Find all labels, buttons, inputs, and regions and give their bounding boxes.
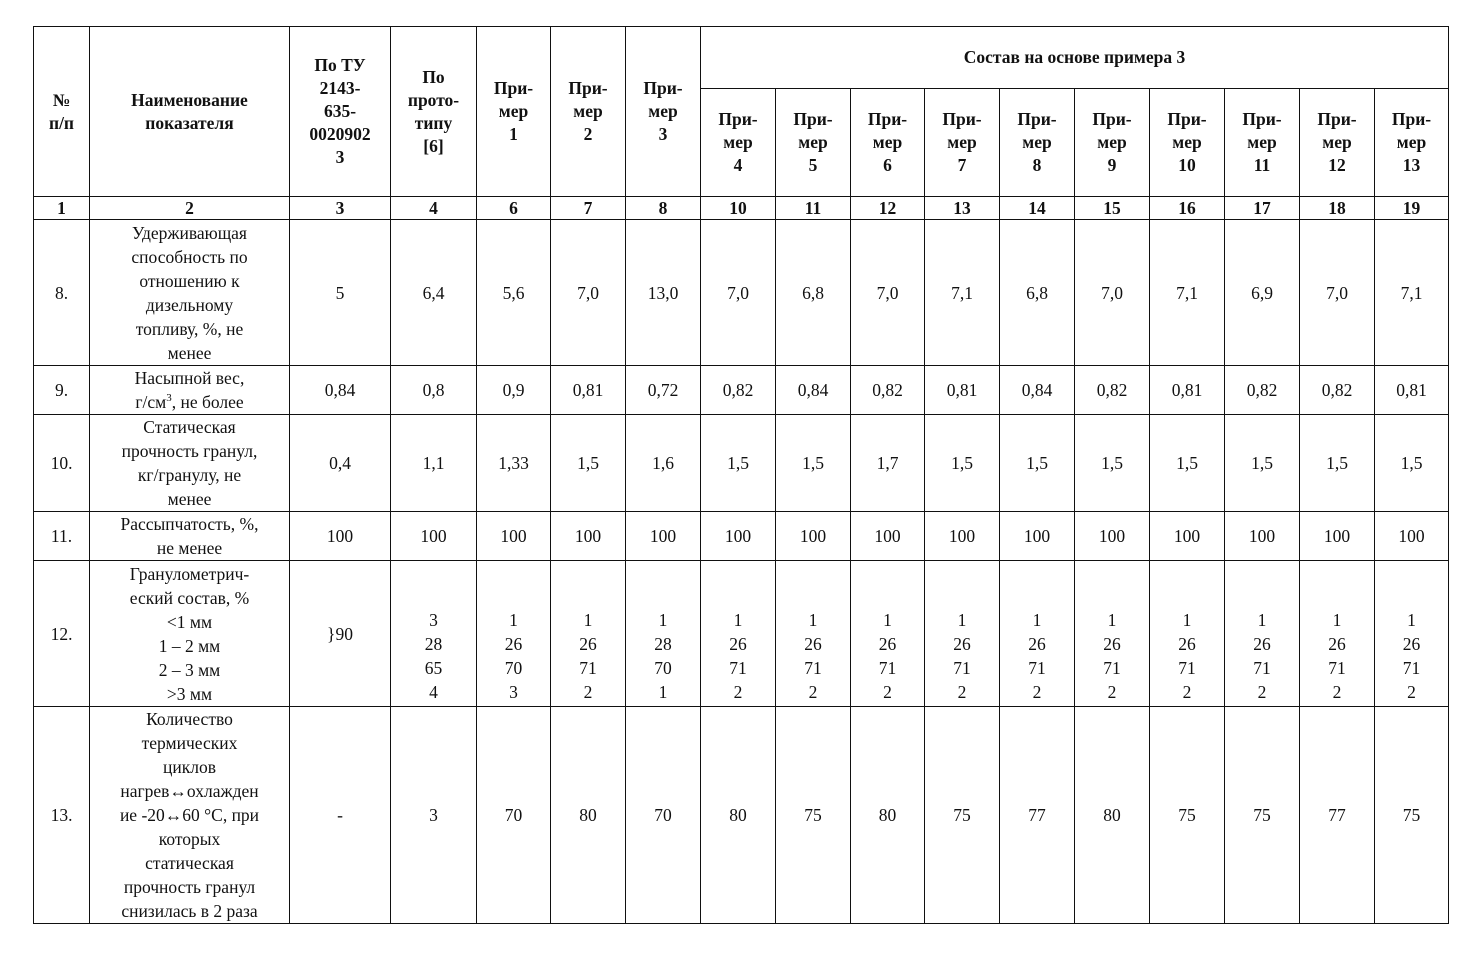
indicator-name: Гранулометрич- еский состав, % <1 мм 1 – 2 мм 2 – 3 мм >3 мм (90, 561, 290, 707)
table-cell: 0,84 (1000, 366, 1075, 415)
table-cell: 1 26 71 2 (1375, 561, 1449, 707)
header-example-6: При- мер 6 (851, 89, 925, 197)
table-row-granulometric-composition (34, 561, 1449, 707)
table-cell: 100 (851, 512, 925, 561)
header-example-2: При- мер 2 (551, 27, 626, 197)
header-tu: По ТУ 2143- 635- 0020902 3 (290, 27, 391, 197)
table-cell: 100 (391, 512, 477, 561)
table-cell: 100 (1000, 512, 1075, 561)
table-cell: 1 26 71 2 (1225, 561, 1300, 707)
header-example-7: При- мер 7 (925, 89, 1000, 197)
table-cell: 0,82 (701, 366, 776, 415)
table-cell: 6,8 (1000, 220, 1075, 366)
table-cell: 0,82 (1225, 366, 1300, 415)
header-example-5: При- мер 5 (776, 89, 851, 197)
header-example-8: При- мер 8 (1000, 89, 1075, 197)
table-cell: 0,84 (776, 366, 851, 415)
table-cell: 77 (1300, 707, 1375, 924)
table-cell: 1,5 (1000, 415, 1075, 512)
table-cell: 0,4 (290, 415, 391, 512)
row-number: 13. (34, 707, 90, 924)
table-cell: 75 (1150, 707, 1225, 924)
table-cell: 1 28 70 1 (626, 561, 701, 707)
table-cell: 1,5 (776, 415, 851, 512)
table-cell: 6,4 (391, 220, 477, 366)
column-number: 17 (1225, 197, 1300, 220)
table-cell: 75 (1225, 707, 1300, 924)
column-number: 1 (34, 197, 90, 220)
table-cell: 0,81 (551, 366, 626, 415)
header-number: № п/п (34, 27, 90, 197)
table-cell: 77 (1000, 707, 1075, 924)
table-cell: 0,82 (851, 366, 925, 415)
column-number: 18 (1300, 197, 1375, 220)
column-number-row (34, 197, 1449, 220)
table-row-bulk-density (34, 366, 1449, 415)
table-cell: 3 28 65 4 (391, 561, 477, 707)
column-number: 16 (1150, 197, 1225, 220)
table-cell: 1,7 (851, 415, 925, 512)
table-row-friability (34, 512, 1449, 561)
table-cell: 1 26 71 2 (1150, 561, 1225, 707)
row-number: 11. (34, 512, 90, 561)
table-cell: 1,5 (1150, 415, 1225, 512)
superscript: 3 (166, 392, 172, 405)
table-cell: 75 (776, 707, 851, 924)
table-row-thermal-cycles (34, 707, 1449, 924)
column-number: 10 (701, 197, 776, 220)
header-example-4: При- мер 4 (701, 89, 776, 197)
table-cell: 1 26 71 2 (551, 561, 626, 707)
table-cell: 100 (776, 512, 851, 561)
header-example-1: При- мер 1 (477, 27, 551, 197)
indicator-name: Статическая прочность гранул, кг/гранулу, не менее (90, 415, 290, 512)
table-cell: 3 (391, 707, 477, 924)
table-cell: 100 (290, 512, 391, 561)
table-cell: 1,5 (1225, 415, 1300, 512)
table-cell: 80 (701, 707, 776, 924)
table-cell: 100 (925, 512, 1000, 561)
row-number: 9. (34, 366, 90, 415)
table-cell: 7,0 (1300, 220, 1375, 366)
table-cell: 6,8 (776, 220, 851, 366)
column-number: 13 (925, 197, 1000, 220)
column-number: 11 (776, 197, 851, 220)
table-cell: 0,81 (1375, 366, 1449, 415)
header-example-13: При- мер 13 (1375, 89, 1449, 197)
row-number: 8. (34, 220, 90, 366)
table-cell: 7,1 (1150, 220, 1225, 366)
table-cell: 1 26 71 2 (1300, 561, 1375, 707)
table-cell: - (290, 707, 391, 924)
table-cell: 1,33 (477, 415, 551, 512)
column-number: 7 (551, 197, 626, 220)
table-cell: 0,82 (1075, 366, 1150, 415)
table-cell: 100 (626, 512, 701, 561)
table-cell: 1,5 (701, 415, 776, 512)
table-cell: 80 (551, 707, 626, 924)
table-cell: 5 (290, 220, 391, 366)
table-cell: 75 (1375, 707, 1449, 924)
table-cell: 70 (626, 707, 701, 924)
table-cell: 1 26 71 2 (776, 561, 851, 707)
table-cell: 80 (1075, 707, 1150, 924)
table-cell: 100 (1150, 512, 1225, 561)
table-cell: 100 (1225, 512, 1300, 561)
table-cell: 100 (477, 512, 551, 561)
header-example-12: При- мер 12 (1300, 89, 1375, 197)
document-page (33, 26, 1449, 924)
column-number: 2 (90, 197, 290, 220)
table-cell: 1 26 71 2 (1075, 561, 1150, 707)
table-cell: 1,5 (1375, 415, 1449, 512)
table-cell: 7,0 (851, 220, 925, 366)
header-example-10: При- мер 10 (1150, 89, 1225, 197)
table-cell: 0,82 (1300, 366, 1375, 415)
header-group-based-on-example-3: Состав на основе примера 3 (701, 27, 1449, 89)
table-cell: 1,5 (925, 415, 1000, 512)
column-number: 6 (477, 197, 551, 220)
table-cell: 0,72 (626, 366, 701, 415)
header-example-11: При- мер 11 (1225, 89, 1300, 197)
table-cell: 100 (1300, 512, 1375, 561)
header-example-3: При- мер 3 (626, 27, 701, 197)
indicator-name: Количество термических циклов нагрев↔охлажден ие -20↔60 °С, при которых статическая прочность гранул снизилась в 2 раза (90, 707, 290, 924)
table-cell: 1,1 (391, 415, 477, 512)
header-prototype: По прото- типу [6] (391, 27, 477, 197)
column-number: 15 (1075, 197, 1150, 220)
table-cell: 1,5 (551, 415, 626, 512)
table-cell: 100 (551, 512, 626, 561)
column-number: 12 (851, 197, 925, 220)
table-cell: 70 (477, 707, 551, 924)
table-cell: 0,81 (1150, 366, 1225, 415)
column-number: 4 (391, 197, 477, 220)
column-number: 3 (290, 197, 391, 220)
indicator-name: Рассыпчатость, %, не менее (90, 512, 290, 561)
header-indicator-name: Наименование показателя (90, 27, 290, 197)
table-cell: }90 (290, 561, 391, 707)
table-cell: 7,1 (925, 220, 1000, 366)
table-cell: 1,5 (1075, 415, 1150, 512)
table-cell: 0,84 (290, 366, 391, 415)
table-cell: 1 26 71 2 (701, 561, 776, 707)
table-cell: 1 26 71 2 (1000, 561, 1075, 707)
table-cell: 7,0 (551, 220, 626, 366)
table-cell: 75 (925, 707, 1000, 924)
column-number: 19 (1375, 197, 1449, 220)
header-example-9: При- мер 9 (1075, 89, 1150, 197)
row-number: 12. (34, 561, 90, 707)
table-cell: 1,6 (626, 415, 701, 512)
indicator-name (90, 366, 290, 415)
indicator-name: Удерживающая способность по отношению к дизельному топливу, %, не менее (90, 220, 290, 366)
table-cell: 1 26 71 2 (925, 561, 1000, 707)
table-cell: 0,9 (477, 366, 551, 415)
table-cell: 1 26 71 2 (851, 561, 925, 707)
table-cell: 1,5 (1300, 415, 1375, 512)
column-number: 8 (626, 197, 701, 220)
table-cell: 80 (851, 707, 925, 924)
indicator-name-part: Насыпной вес, г/см (134, 368, 245, 412)
table-cell: 13,0 (626, 220, 701, 366)
table-row-retention-capacity (34, 220, 1449, 366)
table-cell: 0,81 (925, 366, 1000, 415)
table-cell: 7,0 (701, 220, 776, 366)
table-cell: 7,0 (1075, 220, 1150, 366)
table-cell: 100 (1075, 512, 1150, 561)
table-cell: 6,9 (1225, 220, 1300, 366)
table-row-static-strength (34, 415, 1449, 512)
table-cell: 5,6 (477, 220, 551, 366)
column-number: 14 (1000, 197, 1075, 220)
row-number: 10. (34, 415, 90, 512)
table-cell: 7,1 (1375, 220, 1449, 366)
table-cell: 100 (701, 512, 776, 561)
indicator-name-part: , не более (171, 392, 244, 412)
properties-table (33, 26, 1449, 924)
table-cell: 0,8 (391, 366, 477, 415)
table-cell: 1 26 70 3 (477, 561, 551, 707)
table-cell: 100 (1375, 512, 1449, 561)
